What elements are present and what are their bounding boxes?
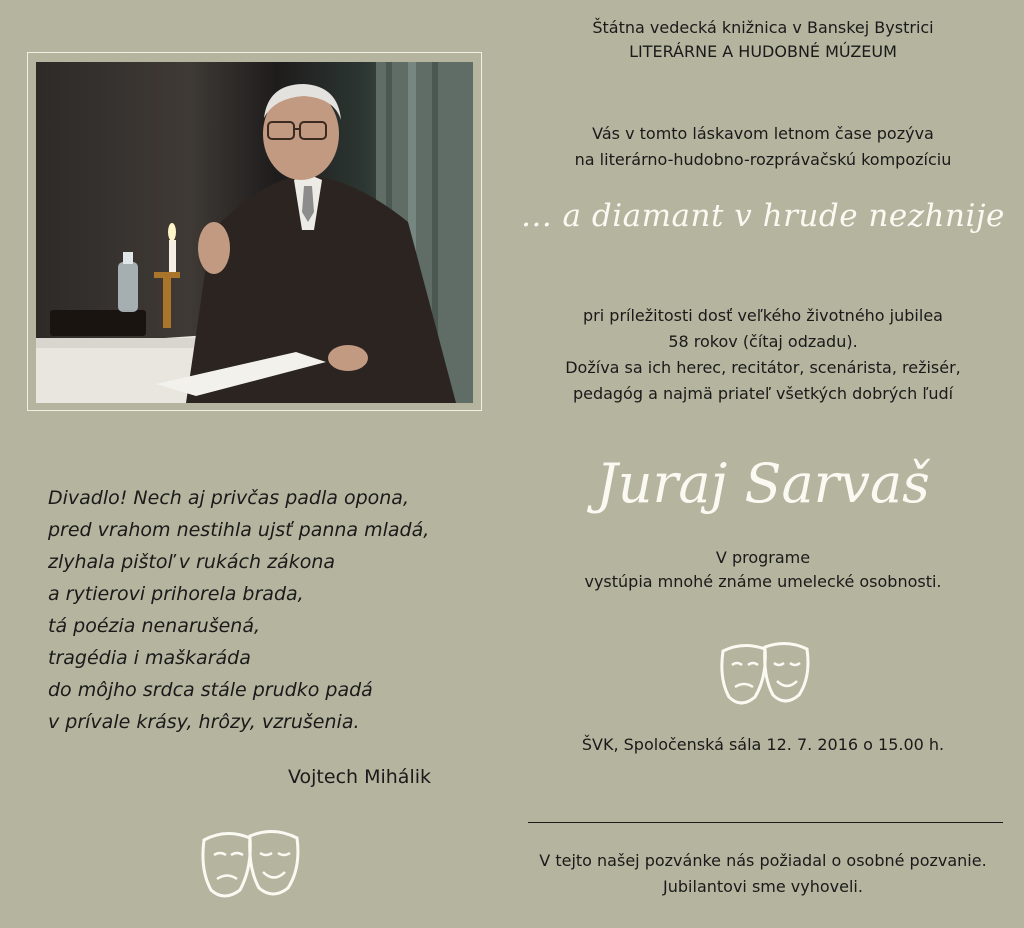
poem-line: do môjho srdca stále prudko padá — [48, 679, 373, 701]
poem — [48, 482, 508, 738]
jubilee-text — [520, 303, 1006, 407]
poem-line: tragédia i maškaráda — [48, 647, 251, 669]
divider-line — [528, 822, 1003, 823]
museum-name: LITERÁRNE A HUDOBNÉ MÚZEUM — [629, 42, 897, 61]
poem-line: Divadlo! Nech aj privčas padla opona, — [48, 487, 409, 509]
jubilee-line-1: pri príležitosti dosť veľkého životného jubilea — [583, 306, 943, 325]
photo-frame — [27, 52, 482, 411]
footer-line-1: V tejto našej pozvánke nás požiadal o osobné pozvanie. — [539, 851, 987, 870]
poem-line: tá poézia nenarušená, — [48, 615, 261, 637]
invitation-text — [520, 121, 1006, 173]
theatre-masks-icon — [198, 828, 304, 904]
jubilee-line-2: 58 rokov (čítaj odzadu). — [668, 332, 858, 351]
performer-photo-illustration — [36, 62, 473, 403]
invitation-line-2: na literárno-hudobno-rozprávačskú kompozíciu — [574, 150, 952, 169]
poem-line: zlyhala pištoľ v rukách zákona — [48, 551, 336, 573]
institution-name: Štátna vedecká knižnica v Banskej Bystrici — [592, 18, 934, 37]
footer-note — [520, 848, 1006, 900]
venue-datetime: ŠVK, Spoločenská sála 12. 7. 2016 o 15.00 h. — [581, 735, 945, 754]
invitation-line-1: Vás v tomto láskavom letnom čase pozýva — [592, 124, 934, 143]
institution-header — [520, 16, 1006, 64]
poem-line: v prívale krásy, hrôzy, vzrušenia. — [48, 711, 360, 733]
poem-line: a rytierovi prihorela brada, — [48, 583, 304, 605]
theatre-masks-icon — [717, 641, 813, 711]
honoree-name: Juraj Sarvaš — [596, 452, 930, 515]
poem-author: Vojtech Mihálik — [288, 766, 432, 788]
event-title: ... a diamant v hrude nezhnije — [521, 198, 1005, 234]
footer-line-2: Jubilantovi sme vyhoveli. — [663, 877, 863, 896]
performer-photo — [36, 62, 473, 403]
program-line-2: vystúpia mnohé známe umelecké osobnosti. — [584, 572, 942, 591]
program-line-1: V programe — [715, 548, 811, 567]
poem-line: pred vrahom nestihla ujsť panna mladá, — [48, 519, 430, 541]
jubilee-line-3: Dožíva sa ich herec, recitátor, scenárista, režisér, — [565, 358, 961, 377]
program-text — [520, 546, 1006, 594]
jubilee-line-4: pedagóg a najmä priateľ všetkých dobrých ľudí — [572, 384, 954, 403]
